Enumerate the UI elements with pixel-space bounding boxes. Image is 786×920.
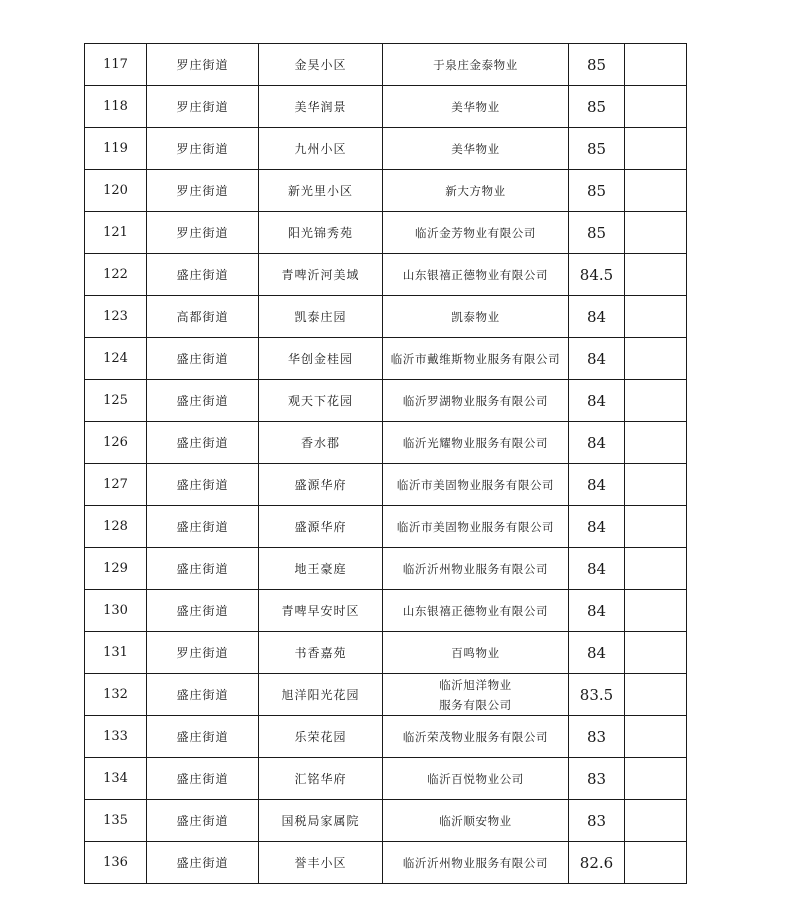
company-cell: 山东银禧正德物业有限公司: [383, 590, 569, 632]
community-cell: 誉丰小区: [259, 842, 383, 884]
community-cell: 盛源华府: [259, 506, 383, 548]
community-cell: 华创金桂园: [259, 338, 383, 380]
company-cell: 临沂顺安物业: [383, 800, 569, 842]
company-cell: 临沂罗湖物业服务有限公司: [383, 380, 569, 422]
row-number-cell: 126: [85, 422, 147, 464]
community-cell: 金昊小区: [259, 44, 383, 86]
street-cell: 盛庄街道: [147, 674, 259, 716]
remark-cell: [625, 422, 687, 464]
row-number-cell: 119: [85, 128, 147, 170]
community-cell: 国税局家属院: [259, 800, 383, 842]
remark-cell: [625, 44, 687, 86]
street-cell: 盛庄街道: [147, 590, 259, 632]
remark-cell: [625, 128, 687, 170]
row-number-cell: 135: [85, 800, 147, 842]
score-cell: 84: [569, 632, 625, 674]
score-cell: 83: [569, 716, 625, 758]
row-number-cell: 130: [85, 590, 147, 632]
score-cell: 84.5: [569, 254, 625, 296]
community-cell: 乐荣花园: [259, 716, 383, 758]
table-row: [85, 422, 687, 464]
row-number-cell: 131: [85, 632, 147, 674]
remark-cell: [625, 86, 687, 128]
remark-cell: [625, 380, 687, 422]
score-cell: 84: [569, 296, 625, 338]
street-cell: 盛庄街道: [147, 380, 259, 422]
table-row: [85, 296, 687, 338]
street-cell: 罗庄街道: [147, 44, 259, 86]
company-cell: 临沂沂州物业服务有限公司: [383, 842, 569, 884]
score-cell: 82.6: [569, 842, 625, 884]
table-row: [85, 590, 687, 632]
community-cell: 新光里小区: [259, 170, 383, 212]
company-cell: 临沂荣茂物业服务有限公司: [383, 716, 569, 758]
table-row: [85, 758, 687, 800]
community-cell: 美华润景: [259, 86, 383, 128]
company-cell: 新大方物业: [383, 170, 569, 212]
street-cell: 盛庄街道: [147, 422, 259, 464]
street-cell: 盛庄街道: [147, 254, 259, 296]
remark-cell: [625, 674, 687, 716]
company-cell: 临沂沂州物业服务有限公司: [383, 548, 569, 590]
community-cell: 阳光锦秀苑: [259, 212, 383, 254]
community-cell: 地王豪庭: [259, 548, 383, 590]
remark-cell: [625, 548, 687, 590]
score-cell: 85: [569, 212, 625, 254]
score-cell: 84: [569, 338, 625, 380]
street-cell: 盛庄街道: [147, 464, 259, 506]
remark-cell: [625, 296, 687, 338]
row-number-cell: 125: [85, 380, 147, 422]
table-row: [85, 254, 687, 296]
table-row: [85, 800, 687, 842]
street-cell: 盛庄街道: [147, 758, 259, 800]
community-cell: 汇铭华府: [259, 758, 383, 800]
street-cell: 罗庄街道: [147, 170, 259, 212]
community-cell: 书香嘉苑: [259, 632, 383, 674]
table-row: [85, 44, 687, 86]
table-row: [85, 212, 687, 254]
community-cell: 九州小区: [259, 128, 383, 170]
company-cell: 于泉庄金泰物业: [383, 44, 569, 86]
community-cell: 盛源华府: [259, 464, 383, 506]
row-number-cell: 127: [85, 464, 147, 506]
company-cell: 临沂光耀物业服务有限公司: [383, 422, 569, 464]
table-row: [85, 842, 687, 884]
score-cell: 84: [569, 506, 625, 548]
community-cell: 青啤沂河美域: [259, 254, 383, 296]
remark-cell: [625, 464, 687, 506]
score-cell: 84: [569, 380, 625, 422]
row-number-cell: 134: [85, 758, 147, 800]
remark-cell: [625, 590, 687, 632]
remark-cell: [625, 632, 687, 674]
score-cell: 85: [569, 44, 625, 86]
company-cell: 美华物业: [383, 128, 569, 170]
table-row: [85, 170, 687, 212]
street-cell: 罗庄街道: [147, 86, 259, 128]
table-row: [85, 338, 687, 380]
company-cell: 临沂市戴维斯物业服务有限公司: [383, 338, 569, 380]
row-number-cell: 121: [85, 212, 147, 254]
table-row: [85, 506, 687, 548]
table-row: [85, 128, 687, 170]
remark-cell: [625, 254, 687, 296]
company-cell: 美华物业: [383, 86, 569, 128]
company-cell: 临沂市美固物业服务有限公司: [383, 464, 569, 506]
table-body: [85, 44, 687, 884]
score-cell: 84: [569, 464, 625, 506]
street-cell: 高都街道: [147, 296, 259, 338]
remark-cell: [625, 758, 687, 800]
row-number-cell: 128: [85, 506, 147, 548]
ranking-table: [84, 43, 687, 884]
score-cell: 83.5: [569, 674, 625, 716]
row-number-cell: 129: [85, 548, 147, 590]
remark-cell: [625, 800, 687, 842]
table-row: [85, 548, 687, 590]
score-cell: 84: [569, 548, 625, 590]
table-row: [85, 86, 687, 128]
score-cell: 84: [569, 422, 625, 464]
row-number-cell: 136: [85, 842, 147, 884]
row-number-cell: 117: [85, 44, 147, 86]
street-cell: 罗庄街道: [147, 632, 259, 674]
street-cell: 盛庄街道: [147, 842, 259, 884]
company-cell: 临沂旭洋物业 服务有限公司: [383, 674, 569, 716]
table-row: [85, 380, 687, 422]
street-cell: 盛庄街道: [147, 338, 259, 380]
score-cell: 84: [569, 590, 625, 632]
score-cell: 83: [569, 800, 625, 842]
community-cell: 香水郡: [259, 422, 383, 464]
row-number-cell: 122: [85, 254, 147, 296]
community-cell: 旭洋阳光花园: [259, 674, 383, 716]
remark-cell: [625, 170, 687, 212]
street-cell: 罗庄街道: [147, 128, 259, 170]
row-number-cell: 133: [85, 716, 147, 758]
table-row: [85, 632, 687, 674]
score-cell: 83: [569, 758, 625, 800]
remark-cell: [625, 338, 687, 380]
company-cell: 百鸣物业: [383, 632, 569, 674]
row-number-cell: 120: [85, 170, 147, 212]
community-cell: 观天下花园: [259, 380, 383, 422]
company-cell: 临沂金芳物业有限公司: [383, 212, 569, 254]
remark-cell: [625, 842, 687, 884]
street-cell: 盛庄街道: [147, 800, 259, 842]
row-number-cell: 123: [85, 296, 147, 338]
remark-cell: [625, 506, 687, 548]
row-number-cell: 118: [85, 86, 147, 128]
community-cell: 凯泰庄园: [259, 296, 383, 338]
table-row: [85, 464, 687, 506]
company-cell: 凯泰物业: [383, 296, 569, 338]
remark-cell: [625, 212, 687, 254]
company-cell: 临沂百悦物业公司: [383, 758, 569, 800]
street-cell: 盛庄街道: [147, 506, 259, 548]
remark-cell: [625, 716, 687, 758]
score-cell: 85: [569, 128, 625, 170]
street-cell: 罗庄街道: [147, 212, 259, 254]
table-row: [85, 674, 687, 716]
row-number-cell: 124: [85, 338, 147, 380]
table-row: [85, 716, 687, 758]
company-cell: 临沂市美固物业服务有限公司: [383, 506, 569, 548]
score-cell: 85: [569, 170, 625, 212]
company-cell: 山东银禧正德物业有限公司: [383, 254, 569, 296]
row-number-cell: 132: [85, 674, 147, 716]
street-cell: 盛庄街道: [147, 716, 259, 758]
score-cell: 85: [569, 86, 625, 128]
street-cell: 盛庄街道: [147, 548, 259, 590]
community-cell: 青啤早安时区: [259, 590, 383, 632]
